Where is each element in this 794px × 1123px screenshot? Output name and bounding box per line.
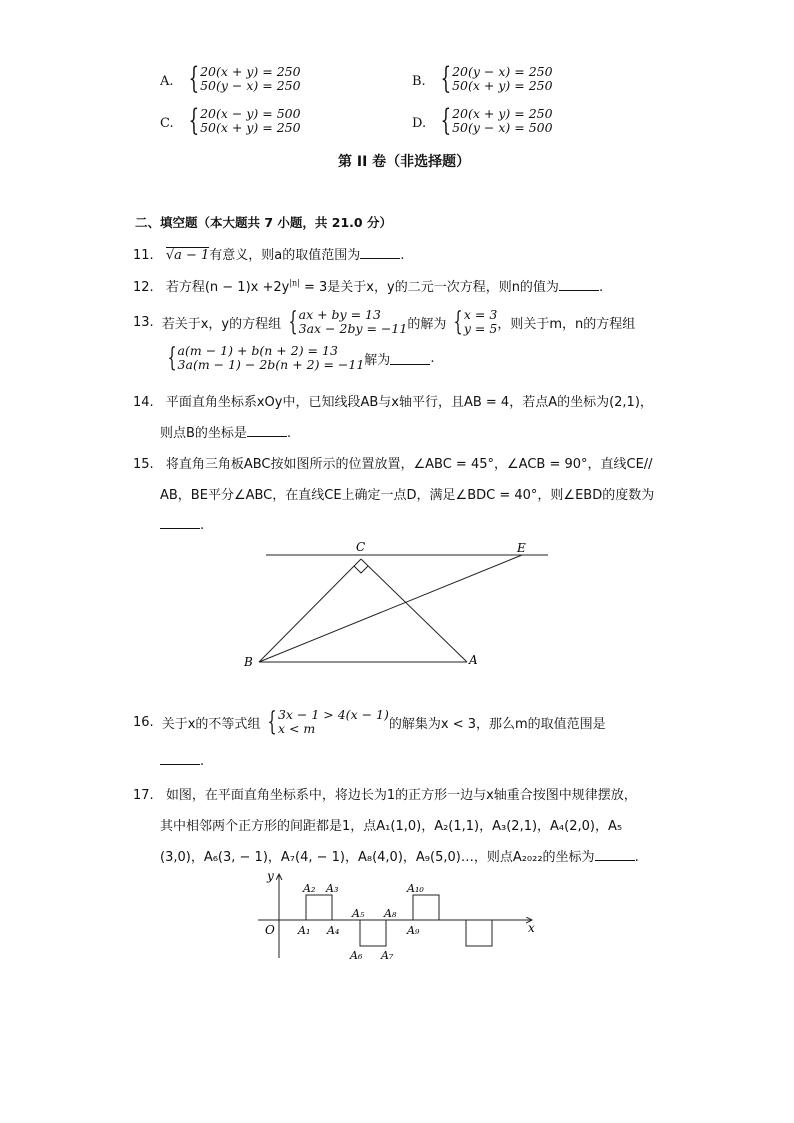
answer-blank (390, 352, 430, 365)
question-13-line2 (160, 342, 434, 374)
question-16 (133, 706, 606, 738)
label-a9: A₉ (407, 924, 420, 937)
q13-text-d: 解为 (364, 352, 391, 368)
q16-end: . (200, 754, 205, 769)
question-13 (133, 306, 635, 338)
q13-text-a: 若关于x，y的方程组 (161, 316, 282, 332)
q17-line2: 其中相邻两个正方形的间距都是1，点A₁(1,0)，A₂(1,1)，A₃(2,1)，A₄(2,0)，A₅ (160, 819, 623, 834)
q12-sup: |n| (289, 278, 300, 288)
label-a2: A₂ (303, 882, 316, 895)
q16-sys-eq2: x < m (277, 721, 316, 736)
q15-number: 15. (133, 457, 154, 472)
q13-sys1-eq2: 3ax − 2by = −11 (298, 321, 408, 336)
question-15-line3 (160, 516, 204, 533)
option-a-eq2: 50(y − x) = 250 (200, 78, 301, 93)
question-16-line2 (160, 752, 204, 769)
q13-system-3 (160, 344, 364, 372)
question-11 (133, 244, 404, 263)
label-e: E (517, 541, 526, 555)
answer-blank (247, 424, 287, 437)
brace-icon: { (167, 343, 177, 373)
option-d-eq2: 50(y − x) = 500 (452, 120, 553, 135)
option-b-eq2: 50(x + y) = 250 (452, 78, 553, 93)
q15-line1: 将直角三角板ABC按如图所示的位置放置，∠ABC = 45°，∠ACB = 90°，直线CE// (165, 457, 653, 472)
q14-line1: 平面直角坐标系xOy中，已知线段AB与x轴平行，且AB = 4，若点A的坐标为(2,1)， (165, 395, 653, 410)
label-a1: A₁ (298, 924, 311, 937)
option-b-eq1: 20(y − x) = 250 (452, 64, 553, 79)
q12-text-a: 若方程(n − 1)x +2y (165, 280, 290, 295)
q15-end: . (200, 518, 205, 533)
q17-line1: 如图，在平面直角坐标系中，将边长为1的正方形一边与x轴重合按图中规律摆放， (165, 788, 637, 803)
q12-text-b: = 3是关于x，y的二元一次方程，则n的值为 (299, 280, 559, 295)
section-title: 二、填空题（本大题共 7 小题，共 21.0 分） (135, 215, 392, 230)
q13-number: 13. (133, 314, 154, 330)
squares-figure (250, 866, 550, 966)
label-a6: A₆ (350, 949, 363, 962)
q16-text-a: 关于x的不等式组 (161, 716, 261, 732)
option-b-label: B. (412, 74, 426, 89)
triangle-figure (240, 538, 560, 673)
q13-end: . (430, 350, 435, 366)
question-15 (133, 453, 653, 472)
q14-end: . (286, 426, 292, 441)
label-y: y (267, 869, 274, 883)
option-c-eq1: 20(x − y) = 500 (200, 106, 301, 121)
label-a8: A₈ (384, 907, 397, 920)
part2-title: 第 II 卷（非选择题） (338, 154, 471, 170)
label-x: x (528, 921, 535, 935)
option-d-system (432, 103, 553, 138)
option-c-eq2: 50(x + y) = 250 (200, 120, 301, 135)
option-a-system (180, 61, 301, 96)
q12-end: . (598, 280, 604, 295)
q16-number: 16. (133, 714, 154, 730)
brace-icon: { (440, 103, 452, 138)
option-a-eq1: 20(x + y) = 250 (200, 64, 301, 79)
q17-number: 17. (133, 788, 154, 803)
q16-text-b: 的解集为x < 3，那么m的取值范围是 (388, 716, 606, 732)
q11-end: . (400, 248, 405, 263)
brace-icon: { (453, 307, 463, 337)
segment-ca (361, 559, 467, 662)
q13-text-b: 的解为 (407, 316, 447, 332)
label-a3: A₃ (326, 882, 339, 895)
q13-sys1-eq1: ax + by = 13 (298, 307, 381, 322)
q13-sys3-eq2: 3a(m − 1) − 2b(n + 2) = −11 (177, 357, 365, 372)
label-a: A (469, 653, 478, 667)
brace-icon: { (188, 61, 200, 96)
label-a5: A₅ (352, 907, 365, 920)
q14-line2: 则点B的坐标是 (160, 426, 247, 441)
q14-number: 14. (133, 395, 154, 410)
answer-blank (360, 246, 400, 259)
q16-system (260, 708, 388, 736)
label-a4: A₄ (327, 924, 340, 937)
question-14 (133, 391, 653, 410)
q16-sys-eq1: 3x − 1 > 4(x − 1) (277, 707, 389, 722)
answer-blank (160, 516, 200, 529)
q11-text: 有意义，则a的取值范围为 (209, 248, 361, 263)
brace-icon: { (267, 707, 277, 737)
segment-bc (259, 559, 361, 662)
question-14-line2 (160, 422, 291, 441)
brace-icon: { (440, 61, 452, 96)
square-1 (306, 895, 332, 920)
option-d-eq1: 20(x + y) = 250 (452, 106, 553, 121)
q17-line3: (3,0)，A₆(3, − 1)，A₇(4, − 1)，A₈(4,0)，A₉(5,0)…，则点A₂₀₂₂的坐标为 (160, 850, 595, 865)
square-3 (413, 895, 439, 920)
brace-icon: { (288, 307, 298, 337)
option-a-label: A. (160, 74, 174, 89)
square-4 (466, 920, 492, 946)
label-a7: A₇ (381, 949, 394, 962)
question-17-line3 (160, 846, 639, 865)
label-origin: O (265, 923, 275, 937)
q15-line2: AB，BE平分∠ABC，在直线CE上确定一点D，满足∠BDC = 40°，则∠EBD的度数为 (160, 488, 655, 503)
q13-text-c: ，则关于m，n的方程组 (497, 316, 636, 332)
q11-number: 11. (133, 248, 154, 263)
option-b-system (432, 61, 553, 96)
label-a10: A₁₀ (407, 882, 424, 895)
option-c-label: C. (160, 116, 174, 131)
segment-be (259, 555, 522, 662)
q11-sqrt-expr: √a − 1 (165, 248, 210, 263)
q13-sys2-eq1: x = 3 (463, 307, 498, 322)
q13-sys3-eq1: a(m − 1) + b(n + 2) = 13 (177, 343, 338, 358)
square-2 (360, 920, 386, 946)
label-c: C (356, 540, 366, 554)
option-d-label: D. (412, 116, 427, 131)
question-17 (133, 784, 637, 803)
brace-icon: { (188, 103, 200, 138)
q13-system-1 (281, 308, 407, 336)
answer-blank (160, 752, 200, 765)
q13-sys2-eq2: y = 5 (463, 321, 498, 336)
q17-end: . (634, 850, 639, 865)
question-12 (133, 276, 603, 295)
label-b: B (244, 655, 253, 669)
answer-blank (595, 848, 635, 861)
answer-blank (559, 278, 599, 291)
right-angle-mark (354, 566, 368, 573)
q13-system-2 (446, 308, 497, 336)
option-c-system (180, 103, 301, 138)
q12-number: 12. (133, 280, 154, 295)
